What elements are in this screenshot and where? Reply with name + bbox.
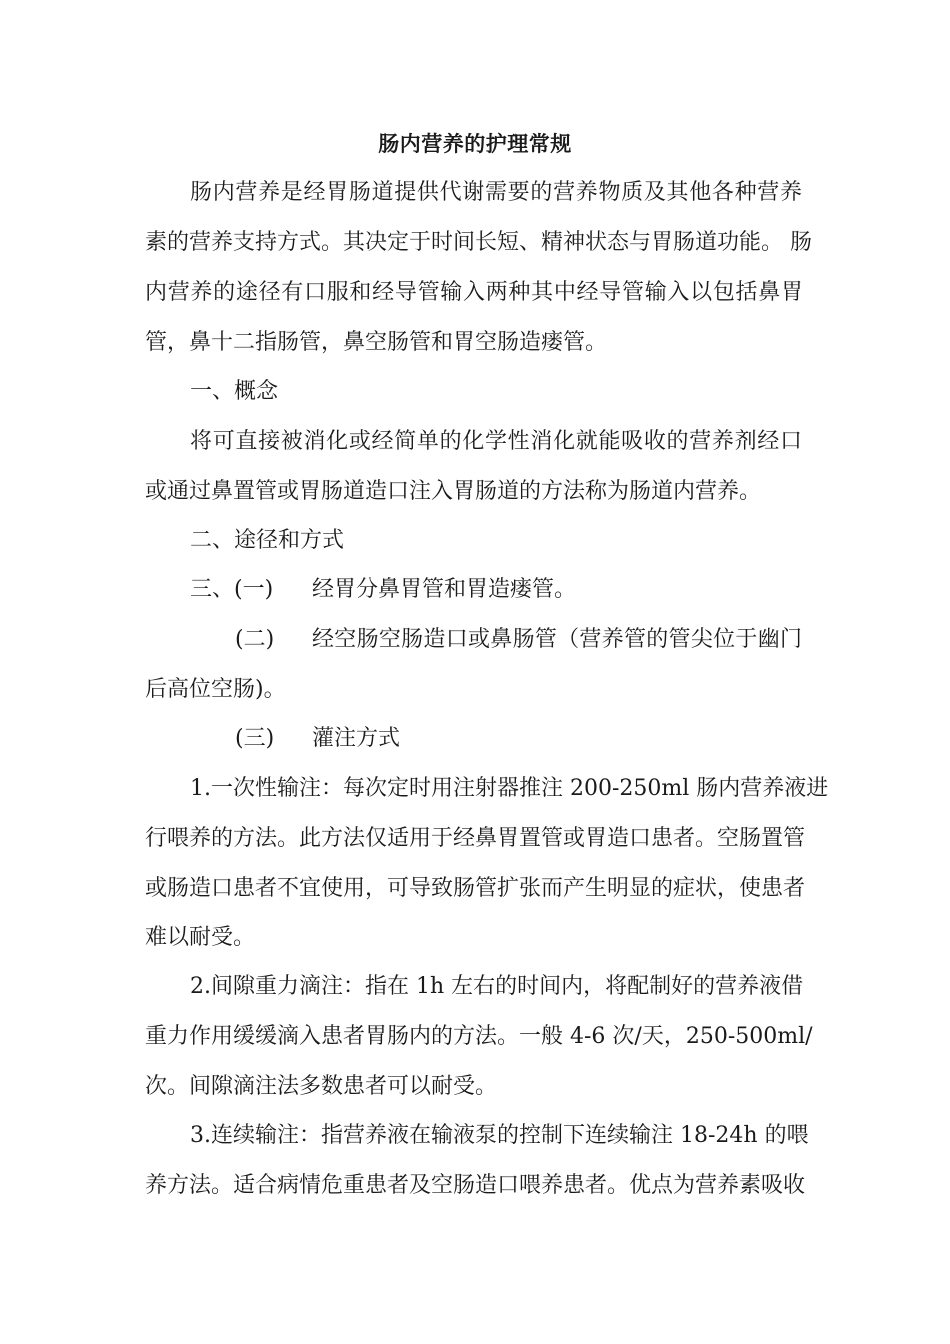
paragraph-line: 内营养的途径有口服和经导管输入两种其中经导管输入以包括鼻胃 (145, 280, 803, 305)
paragraph-line: 或肠造口患者不宜使用，可导致肠管扩张而产生明显的症状，使患者 (145, 876, 806, 901)
section-heading: 灌注方式 (312, 726, 401, 751)
paragraph-line: 经胃分鼻胃管和胃造瘘管。 (312, 577, 577, 602)
paragraph-line: 肠内营养是经胃肠道提供代谢需要的营养物质及其他各种营养 (190, 180, 802, 205)
paragraph-line: 素的营养支持方式。其决定于时间长短、精神状态与胃肠道功能。 肠 (145, 230, 812, 255)
paragraph-line: 1.一次性输注：每次定时用注射器推注 200-250ml 肠内营养液进 (190, 776, 829, 801)
paragraph-line: 3.连续输注：指营养液在输液泵的控制下连续输注 18-24h 的喂 (190, 1123, 809, 1148)
list-marker: (二) (235, 627, 275, 652)
section-heading: 二、途径和方式 (190, 528, 345, 553)
paragraph-line: 后高位空肠)。 (145, 677, 286, 702)
paragraph-line: 难以耐受。 (145, 925, 256, 950)
list-marker: (三) (235, 726, 275, 751)
paragraph-line: 2.间隙重力滴注：指在 1h 左右的时间内，将配制好的营养液借 (190, 974, 804, 999)
paragraph-line: 管，鼻十二指肠管，鼻空肠管和胃空肠造瘘管。 (145, 330, 608, 355)
paragraph-line: 或通过鼻置管或胃肠道造口注入胃肠道的方法称为肠道内营养。 (145, 479, 762, 504)
list-marker: 三、(一) (190, 577, 274, 602)
paragraph-line: 次。间隙滴注法多数患者可以耐受。 (145, 1074, 498, 1099)
document-title: 肠内营养的护理常规 (378, 131, 572, 156)
paragraph-line: 行喂养的方法。此方法仅适用于经鼻胃置管或胃造口患者。空肠置管 (145, 826, 806, 851)
section-heading: 一、概念 (190, 379, 279, 404)
paragraph-line: 养方法。适合病情危重患者及空肠造口喂养患者。优点为营养素吸收 (145, 1173, 806, 1198)
paragraph-line: 经空肠空肠造口或鼻肠管（营养管的管尖位于幽门 (312, 627, 802, 652)
paragraph-line: 将可直接被消化或经简单的化学性消化就能吸收的营养剂经口 (190, 429, 802, 454)
paragraph-line: 重力作用缓缓滴入患者胃肠内的方法。一般 4-6 次/天，250-500ml/ (145, 1024, 813, 1049)
